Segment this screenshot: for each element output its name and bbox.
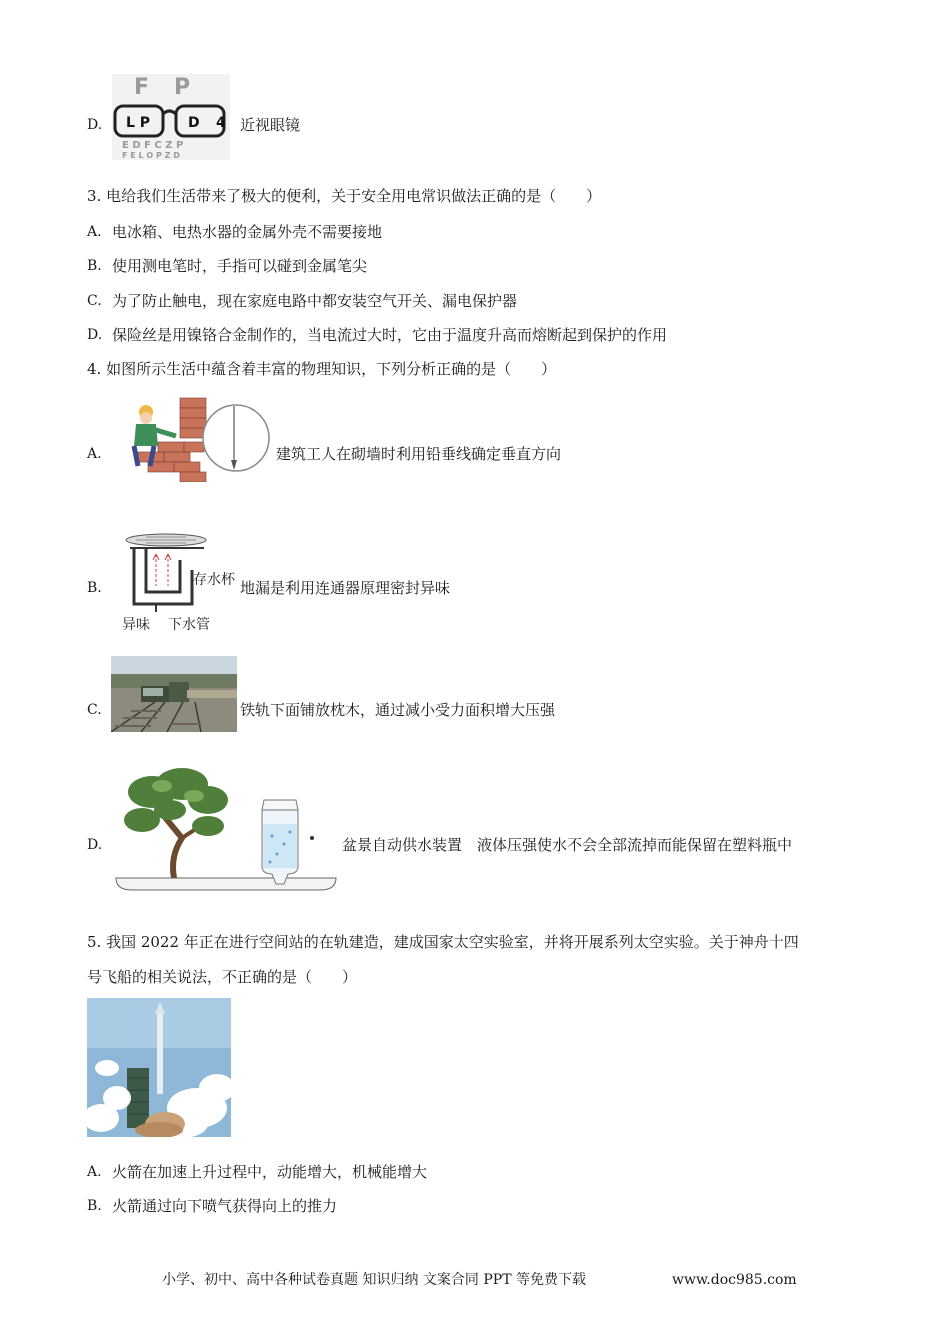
svg-text:P: P bbox=[174, 75, 191, 100]
svg-text:D: D bbox=[188, 115, 200, 131]
q3-option-d-letter: D. bbox=[87, 327, 103, 343]
svg-text:F E L O P Z D: F E L O P Z D bbox=[122, 151, 180, 160]
rocket-launch-photo bbox=[87, 998, 231, 1137]
q3-option-a-text: 电冰箱、电热水器的金属外壳不需要接地 bbox=[112, 223, 383, 241]
q4-option-a-letter: A. bbox=[87, 446, 102, 462]
svg-text:E D F C Z P: E D F C Z P bbox=[122, 140, 184, 151]
eye-chart-glasses-image bbox=[112, 74, 230, 160]
q4-option-d-text: 盆景自动供水装置 液体压强使水不会全部流掉而能保留在塑料瓶中 bbox=[342, 836, 793, 854]
svg-text:L P: L P bbox=[126, 115, 151, 131]
q3-option-a-letter: A. bbox=[87, 224, 102, 240]
q3-option-c-letter: C. bbox=[87, 293, 102, 309]
q3-option-b-text: 使用测电笔时，手指可以碰到金属笔尖 bbox=[112, 257, 368, 275]
q3-stem: 3. 电给我们生活带来了极大的便利，关于安全用电常识做法正确的是（ ） bbox=[87, 187, 602, 205]
q3-option-c-text: 为了防止触电，现在家庭电路中都安装空气开关、漏电保护器 bbox=[112, 292, 518, 310]
drain-label-odor: 异味 bbox=[122, 617, 150, 633]
svg-text:F: F bbox=[134, 75, 150, 100]
svg-text:4: 4 bbox=[216, 115, 226, 131]
q2-option-d-text: 近视眼镜 bbox=[240, 116, 301, 134]
drain-label-cup: 存水杯 bbox=[193, 572, 235, 588]
drain-label-pipe: 下水管 bbox=[168, 617, 210, 633]
q5-option-b-letter: B. bbox=[87, 1198, 102, 1214]
q5-option-b-text: 火箭通过向下喷气获得向上的推力 bbox=[112, 1197, 338, 1215]
q5-option-a-letter: A. bbox=[87, 1164, 102, 1180]
q5-stem-line1: 5. 我国 2022 年正在进行空间站的在轨建造，建成国家太空实验室，并将开展系列太空实验。关于神舟十四 bbox=[87, 933, 799, 951]
q4-option-c-letter: C. bbox=[87, 702, 102, 718]
q4-option-a-text: 建筑工人在砌墙时利用铅垂线确定垂直方向 bbox=[276, 445, 562, 463]
q5-option-a-text: 火箭在加速上升过程中，动能增大，机械能增大 bbox=[112, 1163, 428, 1181]
footer-url-link[interactable]: www.doc985.com bbox=[672, 1272, 797, 1288]
q4-option-d-letter: D. bbox=[87, 837, 103, 853]
builder-plumb-line-image bbox=[128, 394, 270, 482]
q4-option-c-text: 铁轨下面铺放枕木，通过减小受力面积增大压强 bbox=[240, 701, 556, 719]
q4-stem: 4. 如图所示生活中蕴含着丰富的物理知识，下列分析正确的是（ ） bbox=[87, 360, 557, 378]
q2-option-d-letter: D. bbox=[87, 117, 103, 133]
q4-option-b-letter: B. bbox=[87, 580, 102, 596]
q5-stem-line2: 号飞船的相关说法，不正确的是（ ） bbox=[87, 968, 358, 986]
train-railway-photo bbox=[111, 656, 237, 732]
q4-option-b-text: 地漏是利用连通器原理密封异味 bbox=[240, 579, 451, 597]
footer-promo-text: 小学、初中、高中各种试卷真题 知识归纳 文案合同 PPT 等免费下载 bbox=[162, 1272, 586, 1288]
q3-option-d-text: 保险丝是用镍铬合金制作的，当电流过大时，它由于温度升高而熔断起到保护的作用 bbox=[112, 326, 668, 344]
q3-option-b-letter: B. bbox=[87, 258, 102, 274]
bonsai-water-supply-image bbox=[112, 766, 340, 896]
